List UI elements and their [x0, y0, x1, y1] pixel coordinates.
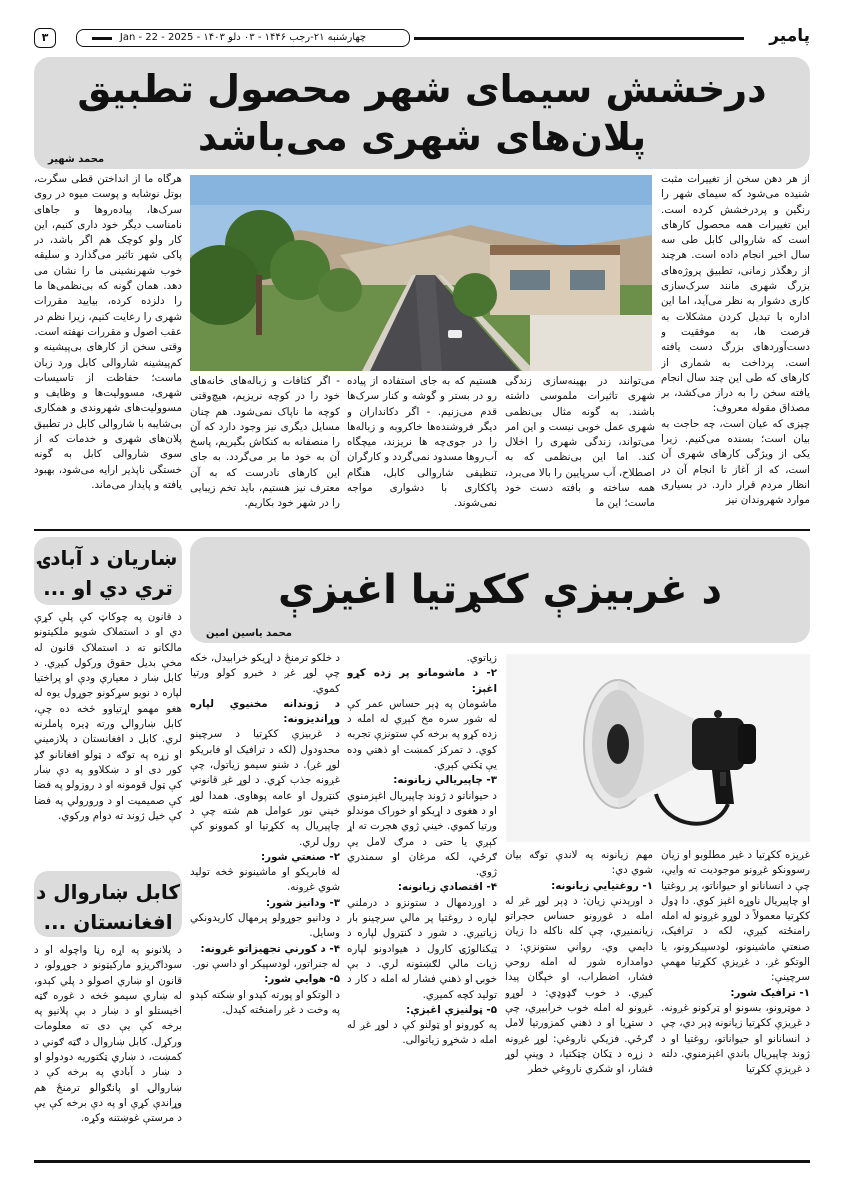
top-rule — [414, 37, 744, 40]
article2-paragraph: زياتوي. — [466, 652, 497, 664]
article1-column-1 — [190, 374, 340, 524]
article2-subheading: ۴- اقتصادي زيانونه: — [397, 881, 497, 894]
megaphone-image — [506, 654, 810, 842]
article2-column-b — [347, 651, 497, 1157]
sidebar-box1-text — [34, 610, 182, 863]
article2-subheading: ۲- د ماشومانو پر زده کړو اغېز: — [347, 667, 497, 695]
sidebar-box2-text — [34, 943, 182, 1155]
article2-paragraph: د اورېدنې زيان: د ډېر لوړ غږ له امله د غوږونو حساس حجراتو زيانمنيږي، چې کله ناکله دا زيان دايمي وي. رواني ستونزې: د دوامداره شور له امله روحي فشار، اضطراب، او خپگان پيدا کيږي. د خوب ګډوډي: د لوړو غږونو له امله خوب خرابيږي، چې د ستړيا او د ذهني کمزورتيا لامل ګرځي. فزيکي ناروغي: لوړ غږونه د زړه د ټکان چټکتيا، د وينې لوړ فشار، او شکري ناروغي خطر — [505, 894, 653, 1076]
sidebar-box2-header — [34, 871, 182, 937]
section-divider — [34, 529, 810, 531]
street-photo-image — [190, 175, 652, 371]
article2-subheading: ۵- ټولنيزې اغېزې: — [406, 1003, 497, 1016]
article2-paragraph: د خلکو ترمنځ د اړيکو خرابيدل، خکه چې لوړ غږ د خبرو کولو ورتيا کموي. — [190, 652, 340, 695]
article2-subheading: ۴- د کورني تجهيزاتو غږونه: — [200, 942, 340, 955]
article2-subheading: ۱- روغتيايي زيانونه: — [551, 879, 653, 892]
article1-paragraph: هرگاه ما از انداختن قطی سگرت، بوتل نوشابه و پوست میوه در روی سرک‌ها، پیاده‌روها و جاهای نامناسب دیگر خود داری کنیم، این کار ولو کوچک هم اگر باشد، در پاکی شهر تاثیر می‌گذارد و سلیقه خوب شهرنشینی ما را نشان می دهد. همان گونه که بی‌نظمی‌ها ما را دلزده کرده، بیایید مقررات شهری را رعایت کنیم، زیرا نظم در عقب اصول و مقررات نهفته است. — [34, 173, 182, 338]
article1-column-3 — [505, 374, 655, 524]
article2-subheading: ۱- ترافيک شور: — [730, 986, 810, 999]
article2-paragraph: د غربيزې ککړتيا د سرچينو محدودول (لکه د ترافيک او فابريکو لوړ غږ). د شنو سيمو زياتول، چې غږونه جذب کړي. د لوړ غږ قانوني کنټرول او عامه پوهاوی. همدا لوړ خيني نور عوامل هم شته چې د چاپيريال په ککړتيا او کموونو کې رول لري. — [190, 728, 340, 848]
sidebar-box1-title: ښاريان د آبادۍ تري دي او ... — [38, 546, 178, 600]
article2-author: محمد یاسین امین — [206, 628, 292, 639]
article2-subheading: ۳- چاپيريالي زيانونه: — [393, 774, 497, 787]
article2-paragraph: مهم زيانونه په لاندې توګه بيان شوي دي: — [505, 849, 653, 877]
article2-paragraph: له فابريکو او ماشينونو څخه توليد شوي غږونه. — [190, 866, 340, 894]
article1-paragraph: از هر دهن سخن از تغییرات مثبت شنیده می‌شود که سیمای شهر را رنگین و پردرخشش کرده است. این تغییرات همه محصول کارهای است که شاروالی کابل طی سه سال اخیر انجام داده است. هرچند از رهگذر زمانی، تطبیق پروژه‌های بزرگ شهری مانند سرک‌سازی کاری دشوار به نظر می‌آید، اما این اداره با تبدیل کردن مشکلات به فرصت ها، به موفقیت و دست‌آوردهای بزرگ دست یافته است. پرداخت به شماری از کارهای که طی این چند سال انجام یافته سخن را به دراز می‌کشد، بر مصداق مقوله معروف: — [661, 173, 810, 415]
article1-paragraph: چیزی که عیان است، چه حاجت به بیان است؛ بسنده می‌کنیم. زیرا یکی از ویژگی کارهای شهری آن است، که از آغاز تا انجام آن در انظار مردم قرار دارد. در بسیاری موارد شهروندان نیز — [661, 417, 810, 507]
street-photo — [190, 175, 652, 371]
article1-title: درخشش سیمای شهر محصول تطبیق پلان‌های شهری می‌باشد — [77, 67, 767, 159]
megaphone-photo — [506, 654, 810, 842]
article2-paragraph: د اوږدمهال د ستونزو د درملني لپاره د روغتيا پر مالي سرچينو بار زياتيږي. د شور د کنټرول لپاره د ټيکنالوژۍ کارول د هيوادونو لپاره زيات مالي لګښتونه لري. د بې خوبۍ او ذهني فشار له امله د کار د توليد کچه کميږي. — [347, 896, 497, 1001]
issue-date: چهارشنبه ۲۱-رجب ۱۴۴۶ - ۰۳ دلو ۱۴۰۳ - Jan - 22 - 2025 — [76, 29, 410, 47]
article1-column-right — [661, 172, 810, 524]
sidebar-paragraph: د پلانونو په اړه رڼا واچوله او د سوداګريزو مارکيټونو د جوړولو، د قانون او ښاري اصولو د پلي کېدو، له ښاري سيمو څخه د غوره ګټه اخيستلو او د ښار د بې پلانيو په برخه کې يې دی ته معلومات ورکړل. کابل ښاروال د ګټه ګوني د کمښت، د ښاري ټکتوريه دودولو او د ښار د آبادي په برخه کې د ښاروالۍ او پانګوالو ترمنځ هم وړاندې کړې او په دې برخه کې يې د مرستې غوښتنه وکړه. — [34, 944, 182, 1125]
article2-title: د غربيزې ککړتيا اغيزې — [277, 567, 723, 613]
article2-column-c — [505, 848, 653, 1157]
sidebar-box2-title: کابل ښاروال د افغانستان ... — [35, 880, 181, 934]
sidebar-paragraph: د قانون په چوکاټ کې پلې کړې دي او د استملاک شويو ملکيتونو مالکانو ته د استملاک قانون له مخې بديل حقوق ورکول کيږي. د کابل ښار د معياري ودې او پراختيا لپاره د نويو سړکونو جوړول يوه له هغو مهمو اړتياوو څخه ده چې، کابل ښاروالۍ ورته ډيره پاملرنه لري. کابل د افغانستان د پلازميني او زړه په توګه د ټولو افغانانو ګډ کور دی او د ښکلاوو په دې ښار کې ټول قومونه او د روزولو په فضا کې صميميت او د ورورولي په فضا کې خيل ژوند ته دوام ورکوي. — [34, 611, 182, 822]
article2-paragraph: د موټرونو، بسونو او ټرکونو غږونه. د غږيزې ککړتيا زيانونه ډېر دي، چې د انسانانو او حيواناتو، روغتيا او د ژوند چاپيريال باندې اغېزمنوي. دلته د غږيزې ککړتيا — [661, 1001, 810, 1076]
page-number: ۳ — [34, 28, 56, 48]
article2-paragraph: د الوتکو او پورته کېدو او ښکته کېدو په وخت د غږ رامنځته کيدل. — [190, 988, 340, 1016]
newspaper-brand: پامیر — [769, 26, 810, 46]
article2-subheading: ۲- صنعتي شور: — [261, 850, 340, 863]
article1-paragraph: - اگر کثافات و زباله‌های خانه‌های خود را در کوچه نریزیم، هیچ‌وقتی کوچه ما ناپاک نمی‌شود. هم چنان مسایل دیگری نیز وجود دارد که آن را منصفانه به کنکاش بگیریم، پاسخ آن به خود ما بر می‌گردد. به جای این کارهای نادرست که به آن معترف نیز هستیم، باید تخم زیبایی را در شهر خود بکاریم. — [190, 375, 340, 510]
top-bar — [34, 28, 810, 48]
footer-rule — [34, 1160, 810, 1163]
article2-paragraph: له جنراتور، لودسپيکر او داسې نور. — [192, 957, 340, 970]
article1-paragraph: می‌توانند در بهینه‌سازی زندگی شهری تاثیرات ملموسی داشته باشند. به گونه مثال بی‌نظمی شهری عمل خوبی نیست و این امر می‌تواند، زندگی شهری را اخلال کند. اما این بی‌نظمی که به اصطلاح، آب سرپایین را بالا می‌برد، همه ساخته و بافته دست خود ماست؛ این ما — [505, 375, 655, 510]
article2-paragraph: د ودانيو جوړولو پرمهال کاريدونکي وسايل. — [190, 912, 340, 940]
article2-subheading: ۵- هوايي شور: — [264, 973, 340, 986]
article2-headline-box — [190, 537, 810, 643]
article1-paragraph: هستیم که به جای استفاده از پیاده رو در بستر و گوشه و کنار سرک‌ها قدم می‌زنیم. - اگر دکانداران و دیگر فروشنده‌ها خاکروبه و زباله‌ها را در جوی‌چه ها نریزند، میچگاه آب‌روها مسدود نمی‌گردد و کارگران تنظیفی شاروالی کابل، هنگام پاککاری با دشواری مواجه نمی‌شوند. — [347, 375, 497, 510]
article2-column-d — [661, 848, 810, 1157]
article2-column-a — [190, 651, 340, 1157]
article2-paragraph: ماشومان په ډېر حساس عمر کې له شور سره مخ کېږي له امله د زده کړو په برخه کې ستونزې تجربه کوي. د تمرکز کمښت او ذهني وده يې ټکني کېږي. — [347, 697, 497, 772]
article2-paragraph: په کورونو او ټولنو کې د لوړ غږ له امله د شخړو زياتوالی. — [347, 1019, 497, 1047]
article2-paragraph: غږيزه ککړتيا د غير مطلوبو او زيان رسوونکو غږونو موجوديت ته وايي، چې د انسانانو او حيواناتو، پر روغتيا او چاپيريال ناوړه اغېز کوي. دا ډول ککړتيا معمولاً د لوړو غږونو له امله رامنځته کيږي، لکه د ترافيک، صنعتي ماشينونو، لودسپيکرونو، يا الوتکو غږ. د غږيزې ککړتيا مهمې سرچينې: — [661, 849, 810, 984]
article1-column-2 — [347, 374, 497, 524]
article1-author: محمد شهیر — [48, 154, 105, 165]
article2-paragraph: د حيواناتو د ژوند چاپيريال اغېزمنوي او د هغوی د اړيکو او خوراک موندلو ورتيا کموي. خيني ژوي هجرت ته اړ کېږي يا حتی د مرګ لامل يې ګرځي، لکه مرغان او سمندري ژوي. — [347, 789, 497, 879]
article2-subheading: د ژوندانه مخنیوي لپاره وړانديزونه: — [190, 697, 340, 726]
sidebar-box1-header — [34, 537, 182, 605]
article1-headline-box — [34, 57, 810, 169]
article1-paragraph: وقتی سخن از کارهای بی‌پیشینه و کم‌پیشینه شاروالی کابل ورد زبان ماست؛ حفاظت از تاسیسات شهری، مسوولیت‌ها و وظایف و مسوولیت‌های شهروندی و همکاری بی‌شایبه با شاروالی کابل در تطبیق پلان‌های شهری و خدمات که از سوی شاروالی کابل به گونه خستگی ناپذیر ارایه می‌شود، بهبود یافته و پایدار می‌ماند. — [34, 341, 182, 491]
article1-column-left — [34, 172, 182, 524]
article2-subheading: ۳- ودانيز شور: — [265, 896, 340, 909]
